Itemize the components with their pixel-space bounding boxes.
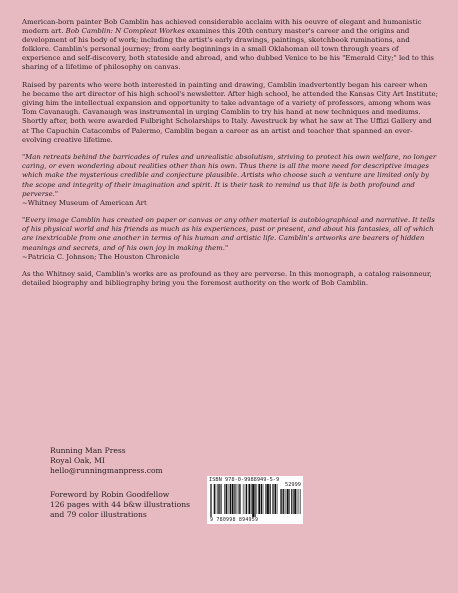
barcode-bar — [210, 484, 211, 517]
barcode-bar — [252, 484, 254, 517]
barcode-bar — [257, 484, 258, 514]
whitney-quote-attribution: ~Whitney Museum of American Art — [22, 198, 147, 207]
barcode-bar — [274, 484, 276, 514]
barcode-bar — [243, 484, 244, 514]
barcode-bar — [235, 484, 236, 514]
barcode-bar — [270, 484, 271, 514]
barcode-bar — [216, 484, 217, 514]
barcode-bar — [248, 484, 250, 514]
barcode-bar — [224, 484, 225, 514]
publisher-info — [50, 446, 163, 476]
book-details — [50, 490, 190, 520]
intro-paragraph — [22, 18, 438, 73]
barcode-bar — [240, 484, 241, 514]
barcode-bar — [293, 489, 294, 514]
barcode-bar — [258, 484, 260, 514]
whitney-quote — [22, 153, 438, 208]
barcode-bar — [232, 484, 234, 514]
barcode-bar — [226, 484, 228, 514]
barcode-bar — [245, 484, 246, 514]
barcode-bar — [291, 489, 292, 514]
barcode-bar — [211, 484, 212, 517]
barcode-bar — [272, 484, 273, 514]
barcode-bar — [294, 489, 296, 514]
biography-paragraph: Raised by parents who were both interested in painting and drawing, Camblin inadvertently began his career when he became the art director of his high school's newsletter. After high school, he attended the Kansas City Art Institute; giving him the intellectual expansion and opportunity to take advantage of a variety of professors, among whom was Tom Cavanaugh. Cavanaugh was instrumental in urging Camblin to try his hand at new techniques and mediums. Shortly after, both were awarded Fulbright Scholarships to Italy. Awestruck by what he saw at The Uffizi Gallery and at The Capuchin Catacombs of Palermo, Camblin began a career as an artist and teacher that spanned an ever-evolving creative lifetime. — [22, 81, 438, 144]
barcode-bar — [266, 484, 268, 514]
barcode-bar — [297, 489, 298, 514]
page-count: 126 pages with 44 b&w illustrations — [50, 500, 190, 509]
barcode-digits: 9 780998 894959 — [210, 517, 259, 523]
chronicle-quote-text: "Every image Camblin has created on paper or canvas or any other material is autobiographical and narrative. It tells of his physical world and his friends as much as his experiences, past or present, and about his fantasies, all of which are inextricable from one another in terms of his human and artistic life. Camblin's artworks are bearers of hidden meanings and secrets, and of his own joy in making them." — [22, 216, 435, 252]
book-title: Bob Camblin: N Compleat Workes — [65, 27, 185, 36]
price-code: 52999 — [285, 482, 301, 488]
barcode-bar — [287, 489, 289, 514]
chronicle-quote — [22, 216, 438, 261]
barcode-bar — [263, 484, 264, 514]
color-illustrations: and 79 color illustrations — [50, 510, 147, 519]
publisher-name: Running Man Press — [50, 446, 126, 455]
barcode-bar — [300, 489, 301, 514]
whitney-quote-text: "Man retreats behind the barricades of rules and unrealistic absolutism, striving to protect his own welfare, no longer caring, or even wondering about realities other than his own. Thus there is all the more need for descriptive images which make the mysterious credible and conjecture plausible. Artists who choose such a venture are limited only by the scope and integrity of their imagination and spirit. It is their task to remind us that life is both profound and perverse." — [22, 153, 437, 198]
barcode-bar — [239, 484, 240, 514]
barcode-bar — [246, 484, 247, 514]
barcode-bar — [229, 484, 230, 514]
barcode-bar — [214, 484, 215, 514]
barcode-bar — [234, 484, 235, 514]
ean-bars — [210, 484, 278, 517]
barcode-bar — [289, 489, 290, 514]
publisher-email[interactable]: hello@runningmanpress.com — [50, 466, 163, 475]
closing-paragraph: As the Whitney said, Camblin's works are as profound as they are perverse. In this monograph, a catalog raisonneur, detailed biography and bibliography bring you the foremost authority on the work of Bob Camblin. — [22, 270, 432, 288]
barcode-bar — [286, 489, 287, 514]
barcode-bar — [281, 489, 282, 514]
barcode-bar — [283, 489, 284, 514]
back-cover-description — [22, 18, 438, 297]
publisher-city: Royal Oak, MI — [50, 456, 105, 465]
barcode-bar — [261, 484, 262, 514]
isbn-label: ISBN 978-0-9988949-5-9 — [209, 477, 280, 483]
barcode-bar — [251, 484, 252, 514]
barcode-bar — [273, 484, 274, 514]
barcode-bar — [230, 484, 231, 514]
intro-text: American-born painter Bob Camblin has achieved considerable acclaim with his oeuvre of elegant and humanistic modern art. — [22, 18, 422, 36]
barcode-bar — [265, 484, 266, 514]
barcode-bar — [237, 484, 238, 514]
barcode-bar — [299, 489, 300, 514]
chronicle-quote-attribution: ~Patricia C. Johnson; The Houston Chronicle — [22, 252, 180, 261]
barcode-bar — [217, 484, 218, 514]
intro-text-continued: examines this 20th century master's career and the origins and development of his body of work; including the artist's early drawings, paintings, sketchbook ruminations, and folklore. Camblin's personal journey; from early beginnings in a small Oklahoman oil town through years of experience and self-discovery, both stateside and abroad, and who dubbed Venice to be his "Emerald City;" led to this sharing of a lifetime of philosophy on canvas. — [22, 27, 434, 72]
barcode-bar — [255, 484, 256, 517]
barcode-bar — [221, 484, 222, 514]
isbn-barcode — [207, 476, 303, 524]
barcode-bar — [280, 489, 281, 514]
addon-bars — [280, 489, 301, 517]
foreword-credit: Foreword by Robin Goodfellow — [50, 490, 170, 499]
barcode-bar — [219, 484, 220, 514]
